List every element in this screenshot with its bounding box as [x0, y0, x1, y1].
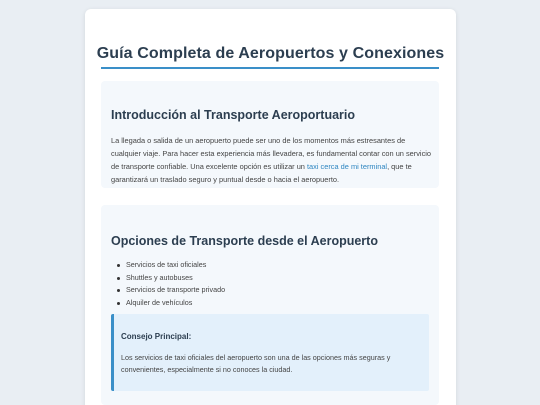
title-divider — [101, 67, 439, 69]
transport-options-section — [101, 205, 439, 405]
tip-title: Consejo Principal: — [121, 332, 192, 341]
intro-paragraph — [111, 134, 433, 186]
list-item: Servicios de taxi oficiales — [126, 259, 225, 272]
article-card — [85, 9, 456, 405]
intro-section — [101, 81, 439, 188]
taxi-terminal-link[interactable]: taxi cerca de mi terminal — [306, 162, 388, 171]
intro-text-end: , que te garantizará un traslado seguro y puntual desde o hacia el aeropuerto. — [111, 162, 412, 184]
intro-text-start: La llegada o salida de un aeropuerto puede ser uno de los momentos más estresantes de cualquier viaje. Para hacer esta experiencia más llevadera, es fundamental contar con un servicio de transporte confiable. Una excelente opción es utilizar un — [111, 136, 432, 171]
transport-options-heading: Opciones de Transporte desde el Aeropuerto — [111, 234, 378, 248]
transport-options-list — [126, 259, 225, 310]
tip-text: Los servicios de taxi oficiales del aeropuerto son una de las opciones más seguras y convenientes, especialmente si no conoces la ciudad. — [121, 353, 391, 374]
list-item: Servicios de transporte privado — [126, 284, 225, 297]
list-item: Alquiler de vehículos — [126, 297, 225, 310]
tip-callout — [111, 314, 429, 391]
page-title: Guía Completa de Aeropuertos y Conexiones — [96, 45, 445, 62]
list-item: Shuttles y autobuses — [126, 272, 225, 285]
intro-heading: Introducción al Transporte Aeroportuario — [111, 108, 356, 122]
